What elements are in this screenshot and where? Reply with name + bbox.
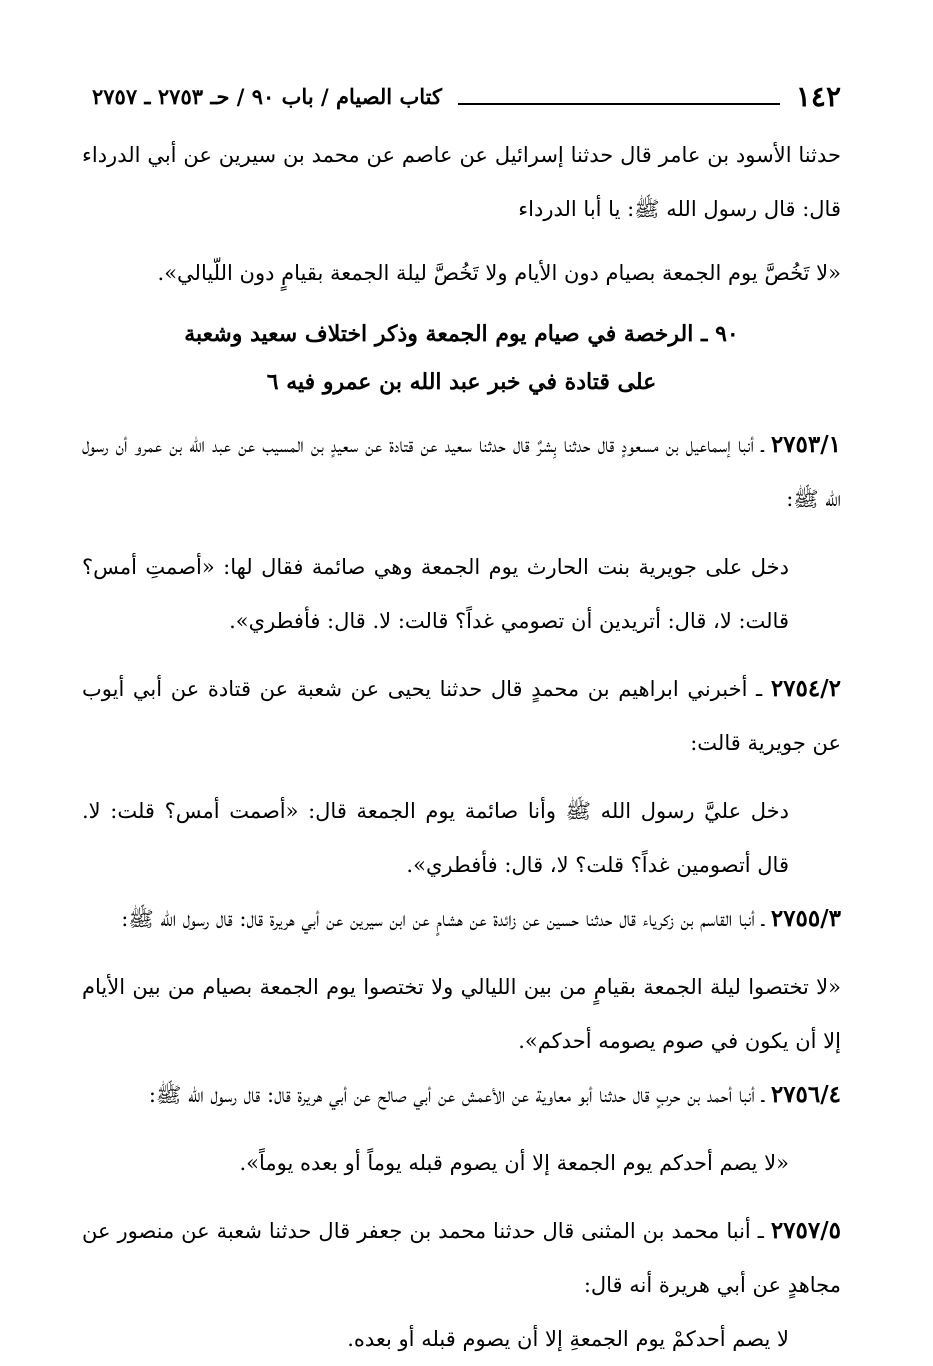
hadith-isnad-text: ـ أنبا محمد بن المثنى قال حدثنا محمد بن جعفر قال حدثنا شعبة عن منصور عن مجاهدٍ عن أبي هريرة أنه قال:: [82, 1219, 841, 1297]
hadith-number: ٢٧٥٤/٢: [770, 675, 841, 702]
hadith-number: ٢٧٥٣/١: [770, 431, 841, 458]
page-body: [82, 128, 841, 1366]
hadith-isnad-text: ـ أخبرني ابراهيم بن محمدٍ قال حدثنا يحيى عن شعبة عن قتادة عن أبي أيوب عن جويرية قالت:: [82, 677, 841, 755]
hadith-2755-isnad: [82, 892, 841, 946]
chapter-heading: [82, 310, 841, 406]
page-number: ١٤٢: [795, 79, 841, 113]
hadith-isnad-text: ـ أنبا أحمد بن حربٍ قال حدثنا أبو معاوية عن الأعمش عن أبي صالح عن أبي هريرة قال: قال رسول الله ﷺ:: [148, 1083, 765, 1107]
hadith-isnad-text: ـ أنبا إسماعيل بن مسعودٍ قال حدثنا بِشرٌ قال حدثنا سعيد عن قتادة عن سعيدٍ بن المسيب عن عبد الله بن عمرو أن رسول الله ﷺ:: [82, 433, 841, 511]
hadith-2753-isnad: [82, 418, 841, 526]
hadith-2755-matn: «لا تختصوا ليلة الجمعة بقيامٍ من بين الليالي ولا تختصوا يوم الجمعة بصيام من بين الأيام إلا أن يكون في صوم يصومه أحدكم».: [82, 975, 841, 1053]
intro-isnad: حدثنا الأسود بن عامر قال حدثنا إسرائيل عن عاصم عن محمد بن سيرين عن أبي الدرداء قال: قال رسول الله ﷺ: يا أبا الدرداء: [82, 143, 841, 221]
hadith-2757-isnad: [82, 1204, 841, 1312]
hadith-number: ٢٧٥٧/٥: [770, 1217, 841, 1244]
hadith-2754-isnad: [82, 662, 841, 770]
intro-matn: «لا تَخُصَّ يوم الجمعة بصيام دون الأيام ولا تَخُصَّ ليلة الجمعة بقيامٍ دون اللّيالي».: [157, 261, 841, 285]
hadith-2754-matn: دخل عليَّ رسول الله ﷺ وأنا صائمة يوم الجمعة قال: «أصمت أمس؟ قلت: لا. قال أتصومين غداً؟ قلت؟ لا، قال: فأفطري».: [82, 799, 789, 877]
chapter-heading-line2: على قتادة في خبر عبد الله بن عمرو فيه ٦: [266, 369, 657, 395]
hadith-number: ٢٧٥٥/٣: [770, 905, 841, 932]
header-rule: [458, 103, 780, 105]
hadith-2756-matn: «لا يصم أحدكم يوم الجمعة إلا أن يصوم قبله يوماً أو بعده يوماً».: [239, 1151, 789, 1175]
hadith-isnad-text: ـ أنبا القاسم بن زكرياء قال حدثنا حسين عن زائدة عن هشامٍ عن ابن سيرين عن أبي هريرة قال: قال رسول الله ﷺ:: [121, 907, 765, 931]
chapter-heading-line1: ٩٠ ـ الرخصة في صيام يوم الجمعة وذكر اختلاف سعيد وشعبة: [184, 321, 739, 347]
hadith-2753-matn: دخل على جويرية بنت الحارث يوم الجمعة وهي صائمة فقال لها: «أصمتِ أمس؟ قالت: لا، قال: أتريدين أن تصومي غداً؟ قالت: لا. قال: فأفطري».: [82, 555, 789, 633]
running-title: كتاب الصيام / باب ٩٠ / حـ ٢٧٥٣ ـ ٢٧٥٧: [92, 83, 442, 109]
page-header: [92, 76, 841, 116]
hadith-2756-isnad: [82, 1068, 841, 1122]
hadith-number: ٢٧٥٦/٤: [770, 1081, 841, 1108]
hadith-2757-matn: لا يصم أحدكمْ يوم الجمعةِ إلا أن يصوم قبله أو بعده.: [347, 1327, 789, 1351]
